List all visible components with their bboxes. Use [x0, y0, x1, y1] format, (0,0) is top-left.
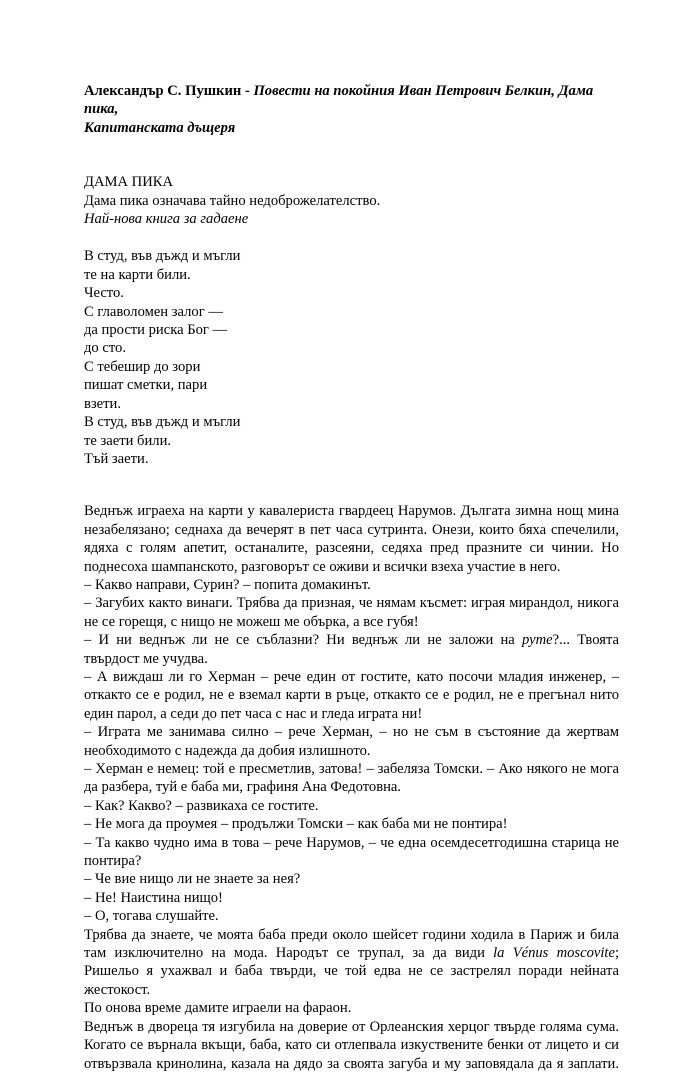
- paragraph: – Загубих както винаги. Трябва да призная, че нямам късмет: играя мирандол, никога не се горещя, с нищо не можеш ме обърка, а все губя!: [84, 595, 619, 630]
- poem-line: взети.: [84, 395, 121, 412]
- paragraph-text: ?... Твоята твърдост ме учудва.: [84, 632, 619, 667]
- poem-line: С тебешир до зори: [84, 358, 201, 375]
- paragraph: – Какво направи, Сурин? – попита домакинът.: [84, 576, 371, 593]
- story-text: [84, 502, 619, 1073]
- paragraph-text: – И ни веднъж ли не се съблазни? Ни веднъж ли не заложи на: [84, 632, 522, 649]
- book-title-line-1: Повести на покойния Иван Петрович Белкин, Дама пика,: [84, 83, 594, 118]
- paragraph: [84, 926, 619, 1000]
- poem-line: пишат сметки, пари: [84, 377, 208, 394]
- epigraph-source: Най-нова книга за гадаене: [84, 211, 249, 228]
- italic-term: la Vénus moscovite: [493, 945, 615, 962]
- paragraph: – Не! Наистина нищо!: [84, 889, 223, 906]
- paragraph-text: Трябва да знаете, че моята баба преди около шейсет години ходила в Париж и била там изключително на мода. Народът се трупал, за да види: [84, 926, 619, 962]
- chapter-title: ДАМА ПИКА: [84, 174, 174, 191]
- epigraph-text: Дама пика означава тайно недоброжелателство.: [84, 192, 381, 209]
- document-page: [84, 82, 619, 1073]
- poem-line: те на карти били.: [84, 266, 191, 283]
- paragraph: – А виждаш ли го Херман – рече един от гостите, като посочи младия инженер, – откакто се е родил, не е вземал карти в ръце, откакто се е родил, не е прегънал нито един парол, а седи до пет часа с нас и гледа играта ни!: [84, 668, 619, 722]
- paragraph: [84, 631, 619, 668]
- paragraph: – Херман е немец: той е пресметлив, затова! – забеляза Томски. – Ако някого не мога да разбера, туй е баба ми, графиня Ана Федотовна.: [84, 761, 619, 796]
- paragraph-text: ; Ришельо я ухажвал и баба твърди, че той едва не се застрелял поради нейната жестокост.: [84, 945, 619, 998]
- paragraph: – Играта ме занимава силно – рече Херман, – но не съм в състояние да жертвам необходимото с надежда да добия излишното.: [84, 724, 619, 759]
- paragraph: – Не мога да проумея – продължи Томски – как баба ми не понтира!: [84, 816, 508, 833]
- book-heading: [84, 82, 619, 137]
- book-title-line-2: Капитанската дъщеря: [84, 119, 236, 136]
- paragraph: – О, тогава слушайте.: [84, 908, 219, 925]
- poem-line: да прости риска Бог —: [84, 322, 228, 339]
- poem-line: Тъй заети.: [84, 450, 149, 467]
- poem-line: В студ, във дъжд и мъгли: [84, 414, 241, 431]
- poem-line: до сто.: [84, 340, 126, 357]
- paragraph: – Че вие нищо ли не знаете за нея?: [84, 871, 301, 888]
- italic-term: руте: [522, 632, 553, 649]
- poem-line: те заети били.: [84, 432, 172, 449]
- poem-line: Често.: [84, 285, 124, 302]
- paragraph: Веднъж играеха на карти у кавалериста гвардеец Нарумов. Дългата зимна нощ мина незабелязано; седнаха да вечерят в пет часа сутринта. Онези, които бяха спечелили, ядяха с голям апетит, останалите, разсеяни, седяха пред празните си чинии. Но поднесоха шампанското, разговорът се оживи и всички взеха участие в него.: [84, 503, 619, 575]
- poem: [84, 247, 619, 468]
- poem-line: С главоломен залог —: [84, 303, 223, 320]
- author-name: Александър С. Пушкин -: [84, 83, 254, 99]
- poem-line: В студ, във дъжд и мъгли: [84, 248, 241, 265]
- paragraph: Веднъж в двореца тя изгубила на доверие от Орлеанския херцог твърде голяма сума. Когато се върнала вкъщи, баба, като си отлепвала изкуствените бенки от лицето и си отвързвала кринолина, казала на дядо за своята загуба и му заповядала да я заплати.: [84, 1018, 619, 1072]
- paragraph: По онова време дамите играели на фараон.: [84, 1000, 352, 1017]
- paragraph: – Та какво чудно има в това – рече Нарумов, – че една осемдесетгодишна старица не понтира?: [84, 834, 619, 870]
- paragraph: – Как? Какво? – развикаха се гостите.: [84, 797, 319, 814]
